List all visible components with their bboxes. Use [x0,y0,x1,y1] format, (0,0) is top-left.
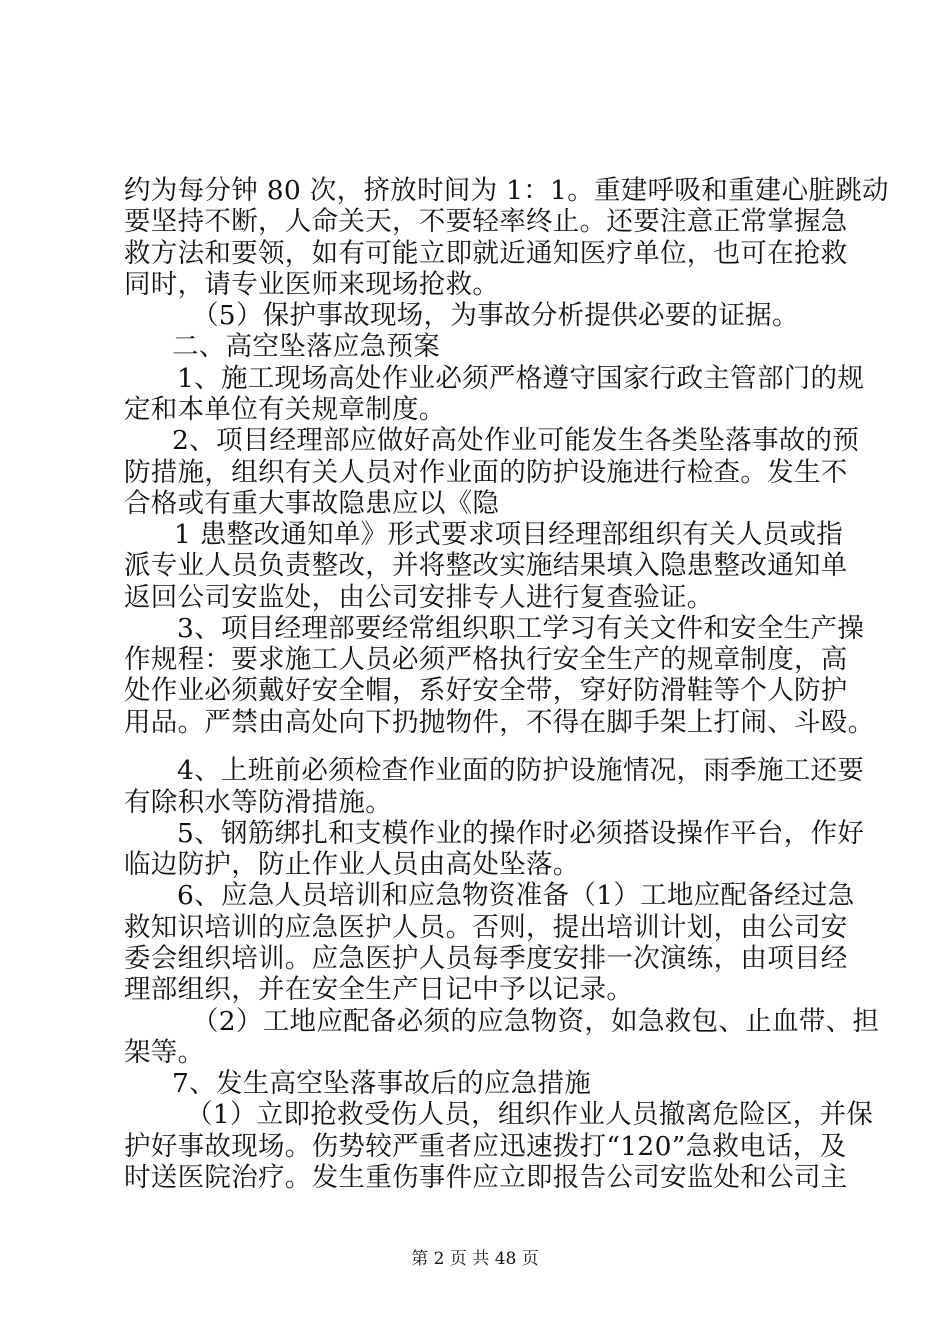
paragraph-line: 护好事故现场。伤势较严重者应迅速拨打“120”急救电话，及 [124,1131,847,1162]
paragraph-line: 架等。 [124,1037,205,1068]
paragraph-line: 派专业人员负责整改，并将整改实施结果填入隐患整改通知单 [124,550,848,581]
paragraph-line: （1）立即抢救受伤人员，组织作业人员撤离危险区，并保 [186,1099,874,1130]
paragraph-line: 二、高空坠落应急预案 [172,331,440,362]
paragraph-line: 2、项目经理部应做好高处作业可能发生各类坠落事故的预 [172,425,860,456]
paragraph-line: 同时，请专业医师来现场抢救。 [124,269,500,300]
paragraph-line: 3、项目经理部要经常组织职工学习有关文件和安全生产操 [177,613,865,644]
page-footer: 第 2 页 共 48 页 [411,1249,539,1269]
paragraph-line: 1 患整改通知单》形式要求项目经理部组织有关人员或指 [174,519,844,550]
paragraph-line: 6、应急人员培训和应急物资准备（1）工地应配备经过急 [177,880,855,911]
paragraph-line: 约为每分钟 80 次，挤放时间为 1：1。重建呼吸和重建心脏跳动 [124,175,889,206]
paragraph-line: 4、上班前必须检查作业面的防护设施情况，雨季施工还要 [177,755,865,786]
paragraph-line: 作规程：要求施工人员必须严格执行安全生产的规章制度，高 [124,644,848,675]
paragraph-line: 7、发生高空坠落事故后的应急措施 [172,1068,592,1099]
paragraph-line: 防措施，组织有关人员对作业面的防护设施进行检查。发生不 [124,457,848,488]
paragraph-line: （2）工地应配备必须的应急物资，如急救包、止血带、担 [192,1006,880,1037]
paragraph-line: 返回公司安监处，由公司安排专人进行复查验证。 [124,582,714,613]
paragraph-line: 临边防护，防止作业人员由高处坠落。 [124,849,580,880]
paragraph-line: 5、钢筋绑扎和支模作业的操作时必须搭设操作平台，作好 [177,818,865,849]
paragraph-line: 有除积水等防滑措施。 [124,787,392,818]
paragraph-line: 救方法和要领，如有可能立即就近通知医疗单位，也可在抢救 [124,238,848,269]
paragraph-line: 救知识培训的应急医护人员。否则，提出培训计划，由公司安 [124,912,848,943]
paragraph-line: （5）保护事故现场，为事故分析提供必要的证据。 [192,300,799,331]
paragraph-line: 1、施工现场高处作业必须严格遵守国家行政主管部门的规 [177,363,865,394]
paragraph-line: 合格或有重大事故隐患应以《隐 [124,488,500,519]
paragraph-line: 定和本单位有关规章制度。 [124,394,446,425]
paragraph-line: 理部组织，并在安全生产日记中予以记录。 [124,974,634,1005]
paragraph-line: 时送医院治疗。发生重伤事件应立即报告公司安监处和公司主 [124,1162,848,1193]
paragraph-line: 处作业必须戴好安全帽，系好安全带，穿好防滑鞋等个人防护 [124,675,848,706]
paragraph-line: 委会组织培训。应急医护人员每季度安排一次演练，由项目经 [124,943,848,974]
paragraph-line: 用品。严禁由高处向下扔抛物件，不得在脚手架上打闹、斗殴。 [124,707,875,738]
paragraph-line: 要坚持不断，人命关天，不要轻率终止。还要注意正常掌握急 [124,206,848,237]
